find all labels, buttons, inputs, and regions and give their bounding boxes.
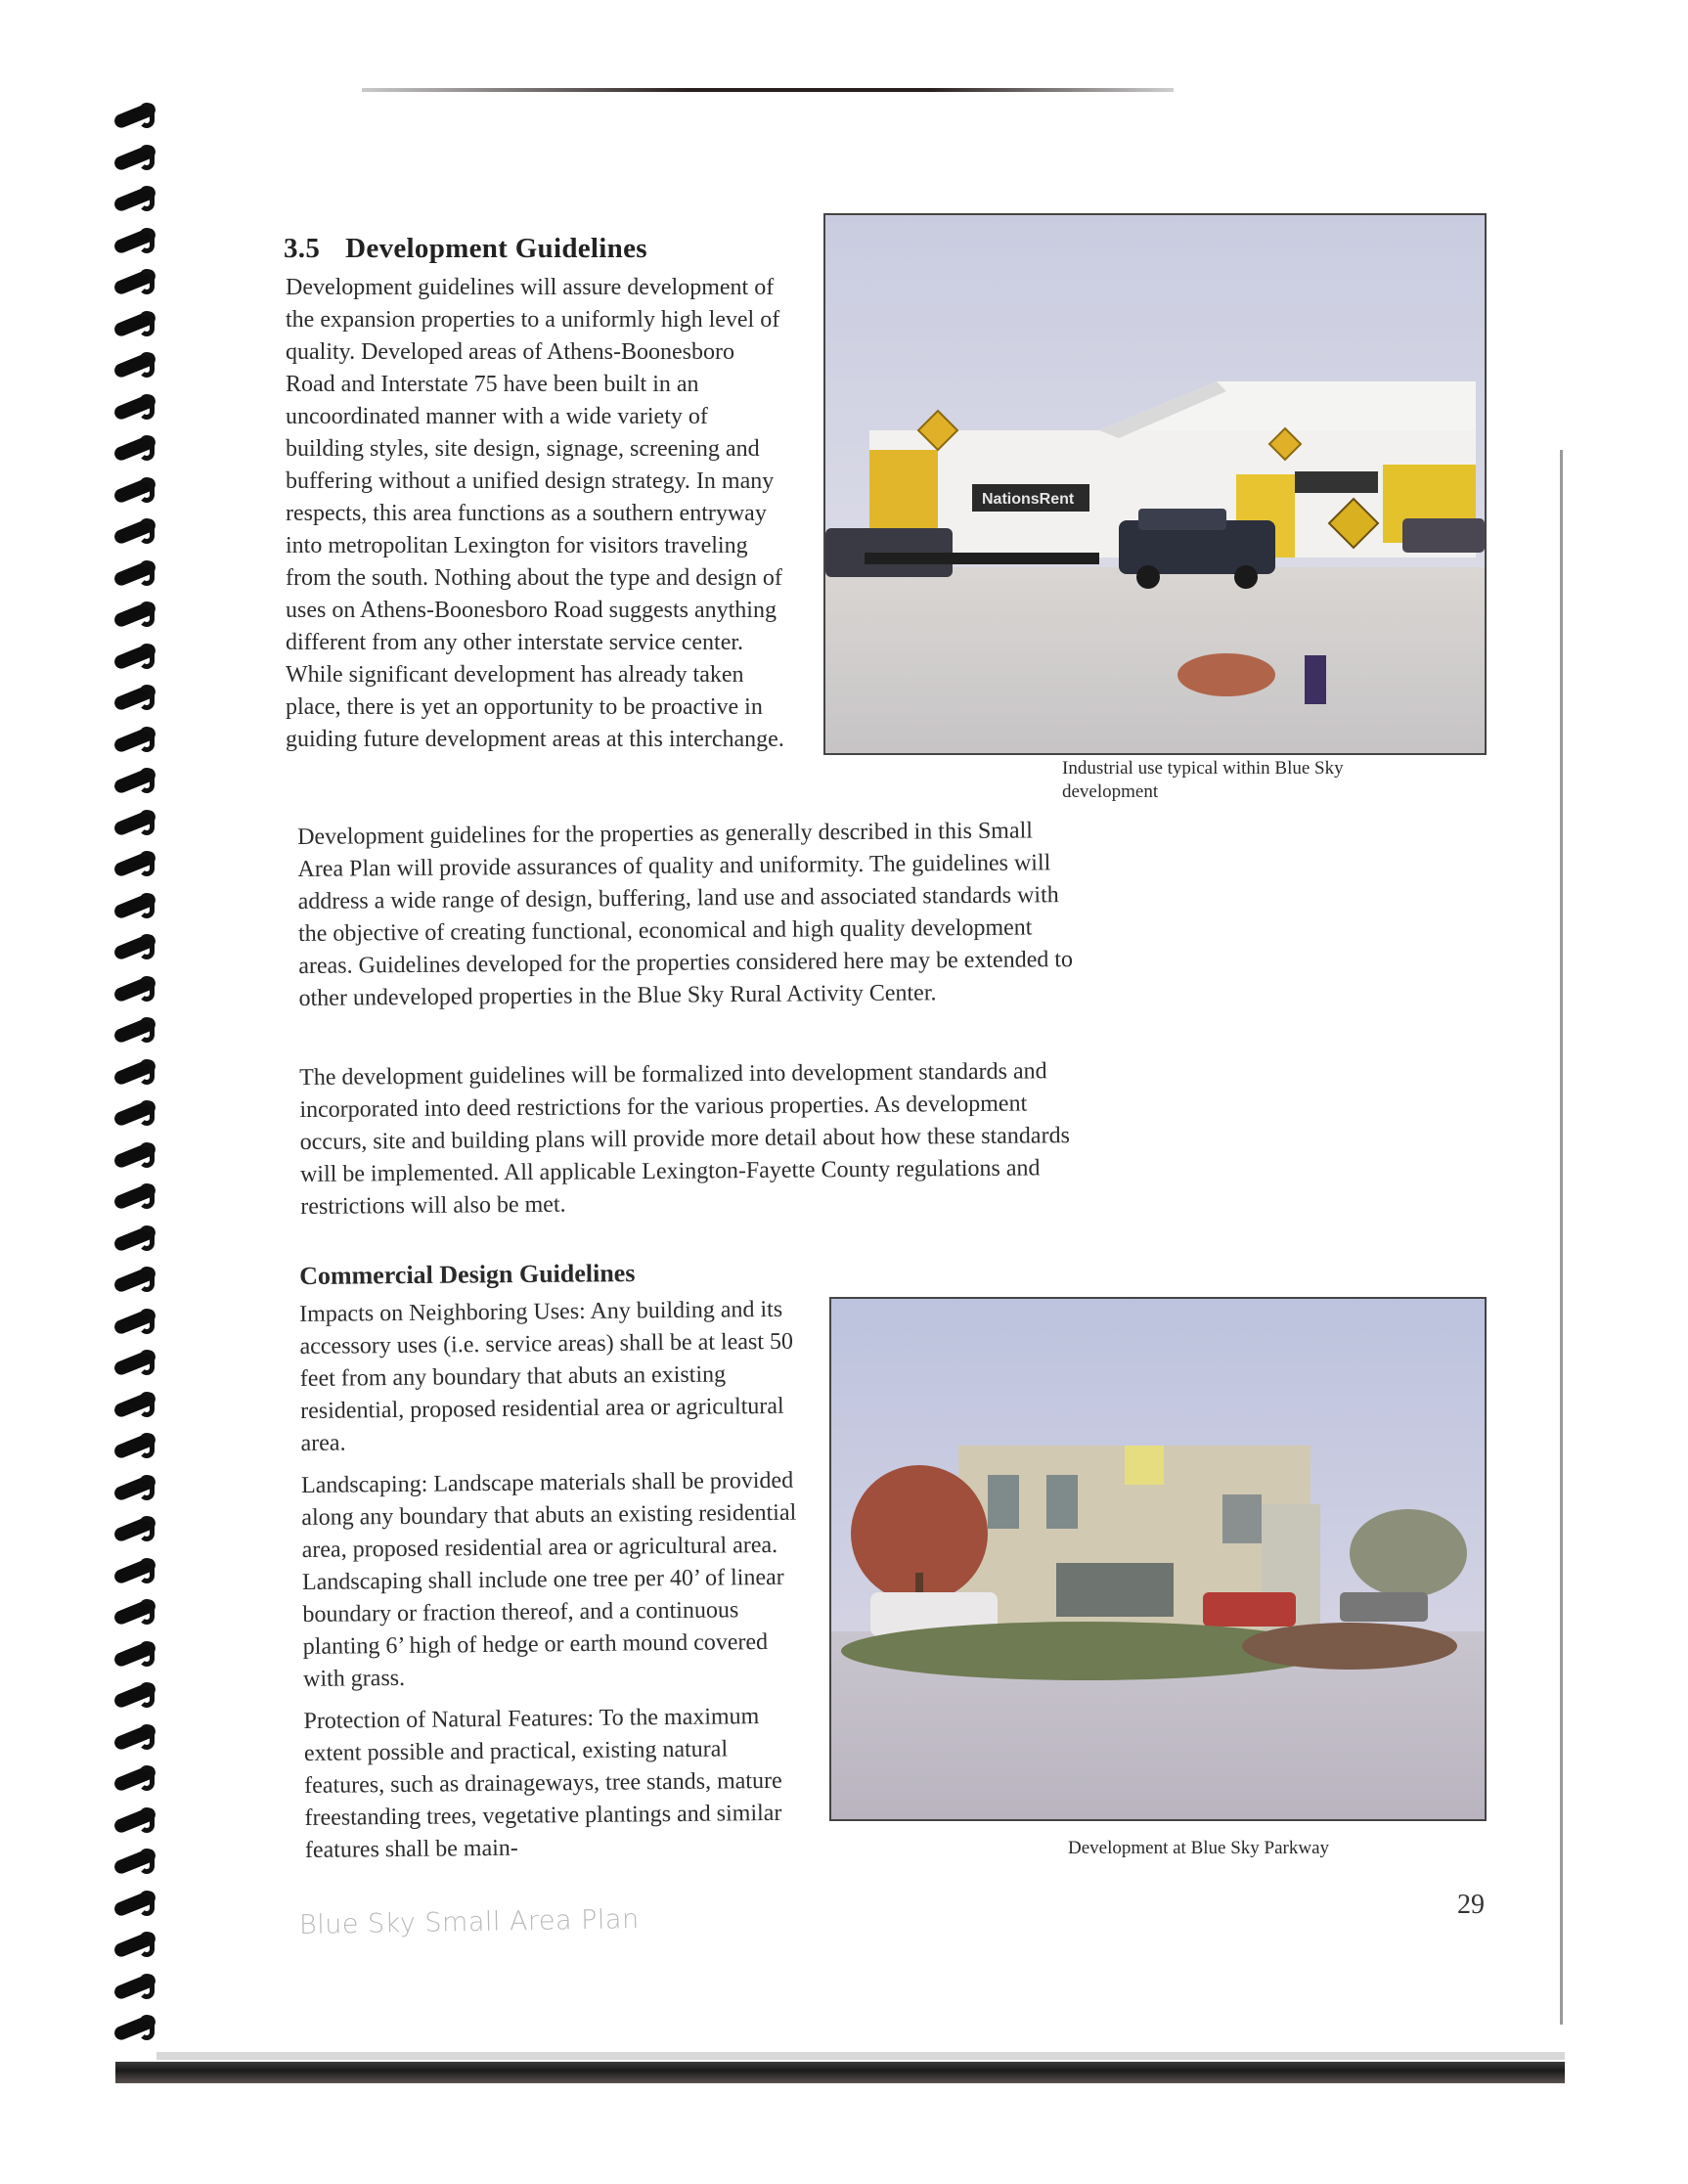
binding-coil xyxy=(110,352,160,378)
binding-coil xyxy=(110,644,160,669)
intro-paragraph: Development guidelines will assure development of the expansion properties to a uniformly high level of quality. Developed areas of Athens-Boonesboro Road and Interstate 75 have been built in an uncoordinated manner with a wide variety of building styles, site design, signage, screening and buffering without a unified design strategy. In many respects, this area functions as a southern entryway into metropolitan Lexington for visitors traveling from the south. Nothing about the type and design of uses on Athens-Boonesboro Road suggests anything different from any other interstate service center. While significant development has already taken place, there is yet an opportunity to be proactive in guiding future development areas at this interchange. xyxy=(286,275,784,752)
binding-coil xyxy=(110,477,160,503)
binding-coil xyxy=(110,394,160,420)
section-heading xyxy=(284,233,647,265)
binding-coil xyxy=(110,1100,160,1126)
page-edge xyxy=(1560,450,1563,2025)
binding-coil xyxy=(110,1724,160,1750)
intro-column xyxy=(286,272,789,764)
impacts-paragraph: Impacts on Neighboring Uses: Any building and its accessory uses (i.e. service areas) shall be at least 50 feet from any boundary that abuts an existing residential, proposed residential area or agricultural area. xyxy=(299,1296,794,1456)
binding-coil xyxy=(110,1641,160,1667)
blue-sky-parkway-photo xyxy=(829,1297,1487,1821)
binding-coil xyxy=(110,1017,160,1043)
binding-coil xyxy=(110,269,160,294)
binding-coil xyxy=(110,1807,160,1833)
guidelines-paragraph xyxy=(297,815,1082,1023)
binding-coil xyxy=(110,1682,160,1708)
binding-coil xyxy=(110,518,160,544)
binding-coil xyxy=(110,1226,160,1251)
binding-coil xyxy=(110,976,160,1002)
binding-coil xyxy=(110,685,160,710)
binding-coil xyxy=(110,602,160,627)
binding-coil xyxy=(110,1433,160,1458)
binding-coil xyxy=(110,810,160,835)
section-title: Development Guidelines xyxy=(345,233,647,264)
binding-coil xyxy=(110,311,160,336)
binding-coil xyxy=(110,1891,160,1916)
binding-coil xyxy=(110,1849,160,1874)
binding-coil xyxy=(110,1599,160,1625)
binding-coil xyxy=(110,1350,160,1375)
blue-sky-parkway-photo-image xyxy=(831,1299,1485,1819)
footer-document-title: Blue Sky Small Area Plan xyxy=(298,1903,640,1941)
section-number: 3.5 xyxy=(284,233,321,264)
binding-coil xyxy=(110,1475,160,1500)
binding-coil xyxy=(110,1183,160,1209)
header-rule xyxy=(362,88,1174,92)
binding-coil xyxy=(110,934,160,959)
binding-coil xyxy=(110,1765,160,1791)
binding-coil xyxy=(110,145,160,170)
binding-coil xyxy=(110,1059,160,1085)
binding-coil xyxy=(110,2015,160,2040)
nationsrent-sign: NationsRent xyxy=(982,491,1075,508)
page-number: 29 xyxy=(1457,1890,1485,1920)
binding-coil xyxy=(110,1309,160,1334)
commercial-heading: Commercial Design Guidelines xyxy=(299,1259,636,1290)
commercial-column xyxy=(299,1294,814,1877)
spiral-binding xyxy=(110,103,168,2069)
blue-sky-parkway-caption: Development at Blue Sky Parkway xyxy=(1068,1838,1330,1858)
industrial-photo xyxy=(823,213,1487,755)
binding-coil xyxy=(110,1558,160,1583)
binding-coil xyxy=(110,1392,160,1417)
binding-coil xyxy=(110,1932,160,1957)
binding-coil xyxy=(110,851,160,876)
binder-bottom-edge xyxy=(115,2062,1565,2083)
industrial-photo-image xyxy=(825,215,1485,753)
binding-coil xyxy=(110,727,160,752)
binding-coil xyxy=(110,186,160,211)
landscaping-paragraph: Landscaping: Landscape materials shall be provided along any boundary that abuts an existing residential area, proposed residential area or agricultural area. Landscaping shall include one tree per 40’ of linear boundary or fraction thereof, and a continuous planting 6’ high of hedge or earth mound covered with grass. xyxy=(300,1467,797,1692)
binding-coil xyxy=(110,435,160,461)
binding-coil xyxy=(110,560,160,586)
binding-coil xyxy=(110,1267,160,1292)
binding-coil xyxy=(110,1142,160,1168)
binding-coil xyxy=(110,103,160,128)
binding-coil xyxy=(110,768,160,793)
industrial-photo-caption: Industrial use typical within Blue Sky development xyxy=(1062,758,1344,802)
page-bottom-edge xyxy=(156,2052,1565,2060)
third-paragraph: The development guidelines will be formalized into development standards and incorporated into deed restrictions for the various properties. As development occurs, site and building plans will provide more detail about how these standards will be implemented. All applicable Lexington-Fayette County regulations and restrictions will also be met. xyxy=(299,1058,1070,1220)
binding-coil xyxy=(110,1516,160,1541)
binding-coil xyxy=(110,228,160,253)
binding-coil xyxy=(110,893,160,918)
binding-coil xyxy=(110,1974,160,1999)
standards-paragraph xyxy=(299,1055,1083,1231)
second-paragraph: Development guidelines for the properties as generally described in this Small Area Plan will provide assurances of quality and uniformity. The guidelines will address a wide range of design, buffering, land use and associated standards with the objective of creating functional, economical and high quality development areas. Guidelines developed for the properties considered here may be extended to other undeveloped properties in the Blue Sky Rural Activity Center. xyxy=(297,818,1074,1011)
protection-paragraph: Protection of Natural Features: To the maximum extent possible and practical, existing natural features, such as drainageways, tree stands, mature freestanding trees, vegetative plantings and similar features shall be main- xyxy=(303,1704,782,1863)
